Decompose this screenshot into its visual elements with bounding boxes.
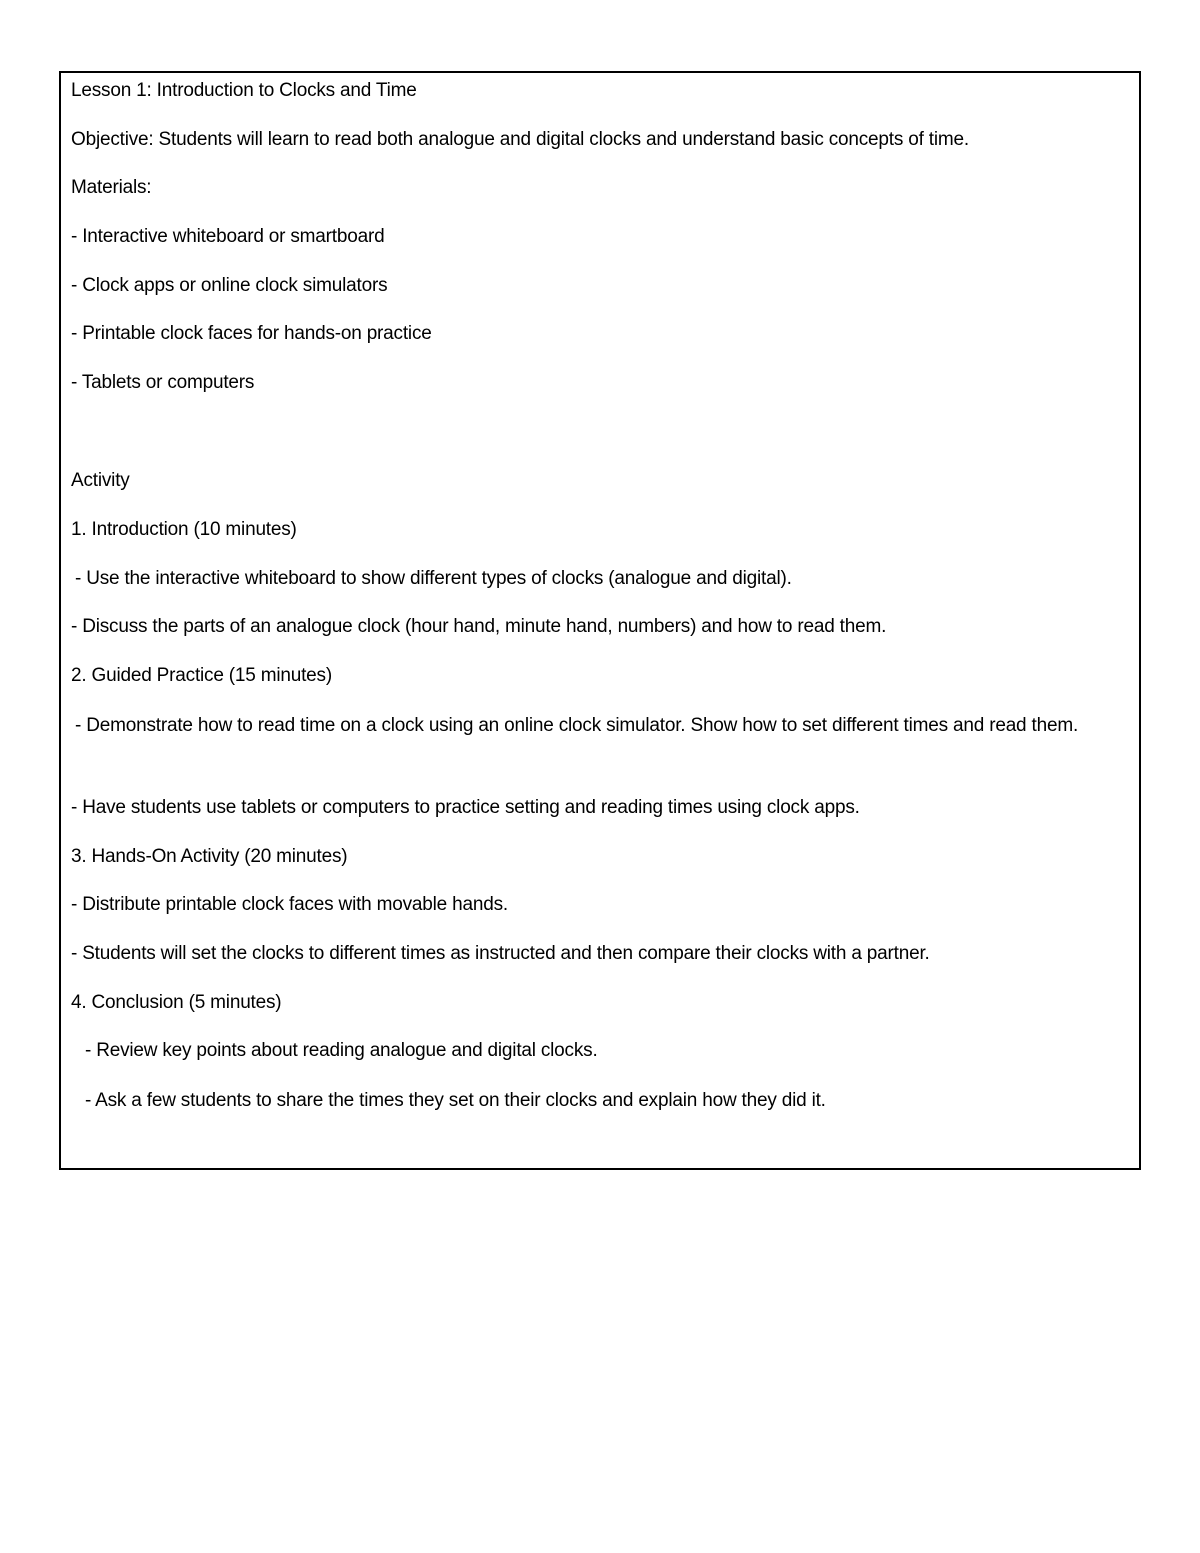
- step-item: - Use the interactive whiteboard to show different types of clocks (analogue and digital).: [75, 568, 792, 589]
- step-item: - Demonstrate how to read time on a clock using an online clock simulator. Show how to set different times and read them.: [75, 715, 1079, 736]
- step-item: - Review key points about reading analogue and digital clocks.: [85, 1040, 598, 1061]
- materials-heading: Materials:: [71, 177, 152, 198]
- materials-item: - Clock apps or online clock simulators: [71, 275, 388, 296]
- lesson-title: Lesson 1: Introduction to Clocks and Time: [71, 80, 417, 101]
- materials-item: - Tablets or computers: [71, 372, 255, 393]
- materials-item: - Printable clock faces for hands-on practice: [71, 323, 432, 344]
- activity-heading: Activity: [71, 470, 130, 491]
- step-item: - Distribute printable clock faces with movable hands.: [71, 894, 508, 915]
- lesson-objective: Objective: Students will learn to read both analogue and digital clocks and understand basic concepts of time.: [71, 129, 969, 150]
- lesson-plan-box: [59, 71, 1141, 1170]
- step-heading: 4. Conclusion (5 minutes): [71, 992, 282, 1013]
- step-item: - Ask a few students to share the times they set on their clocks and explain how they did it.: [85, 1090, 826, 1111]
- step-heading: 2. Guided Practice (15 minutes): [71, 665, 332, 686]
- step-heading: 3. Hands-On Activity (20 minutes): [71, 846, 348, 867]
- step-item: - Have students use tablets or computers to practice setting and reading times using clock apps.: [71, 797, 860, 818]
- step-item: - Discuss the parts of an analogue clock (hour hand, minute hand, numbers) and how to read them.: [71, 616, 887, 637]
- step-heading: 1. Introduction (10 minutes): [71, 519, 297, 540]
- step-item: - Students will set the clocks to different times as instructed and then compare their clocks with a partner.: [71, 943, 930, 964]
- materials-item: - Interactive whiteboard or smartboard: [71, 226, 385, 247]
